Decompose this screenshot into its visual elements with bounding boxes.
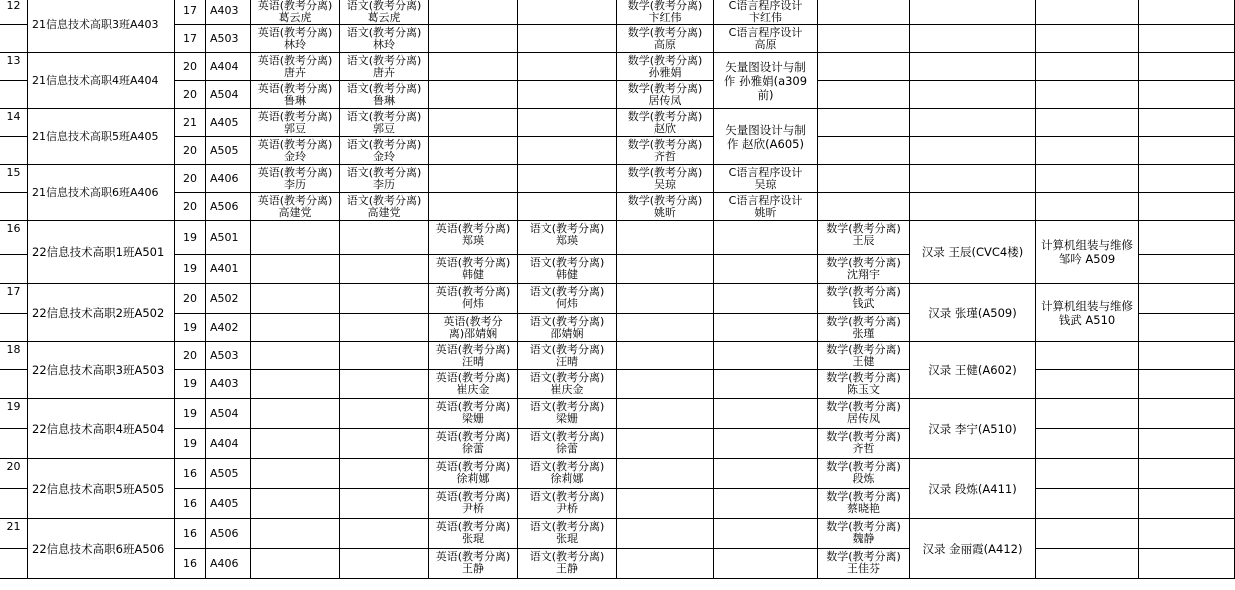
empty-cell	[617, 429, 714, 459]
class-name: 22信息技术高职1班A501	[28, 221, 175, 284]
math-cell: 数学(教考分离) 钱武	[818, 284, 910, 314]
empty-cell	[1036, 0, 1139, 25]
student-count: 20	[175, 81, 206, 109]
chinese-cell: 语文(教考分离) 徐蕾	[518, 429, 617, 459]
english-cell: 英语(教考分离) 何炜	[429, 284, 518, 314]
empty-cell	[1139, 342, 1235, 370]
empty-cell	[251, 519, 340, 549]
empty-cell	[1139, 314, 1235, 342]
class-name: 21信息技术高职6班A406	[28, 165, 175, 221]
student-count: 20	[175, 137, 206, 165]
room-cell: A505	[206, 137, 251, 165]
math-cell: 数学(教考分离) 魏静	[818, 519, 910, 549]
row-number: 12	[0, 0, 28, 25]
empty-cell	[1139, 221, 1235, 255]
chinese-cell: 语文(教考分离) 高建党	[340, 193, 429, 221]
chinese-entry-cell: 汉录 段炼(A411)	[910, 459, 1036, 519]
row-number: 20	[0, 459, 28, 489]
chinese-cell: 语文(教考分离) 尹桥	[518, 489, 617, 519]
english-cell: 英语(教考分离) 郭豆	[251, 109, 340, 137]
empty-cell	[340, 399, 429, 429]
chinese-cell: 语文(教考分离) 汪晴	[518, 342, 617, 370]
empty-cell	[1139, 165, 1235, 193]
empty-cell	[1139, 429, 1235, 459]
english-cell: 英语(教考分离) 张琨	[429, 519, 518, 549]
empty-cell	[910, 165, 1036, 193]
empty-cell	[1139, 81, 1235, 109]
empty-cell	[429, 165, 518, 193]
empty-cell	[340, 370, 429, 399]
english-cell: 英语(教考分离) 李历	[251, 165, 340, 193]
empty-cell	[818, 165, 910, 193]
empty-cell	[429, 53, 518, 81]
student-count: 20	[175, 342, 206, 370]
chinese-cell: 语文(教考分离) 梁姗	[518, 399, 617, 429]
empty-cell	[0, 489, 28, 519]
room-cell: A501	[206, 221, 251, 255]
empty-cell	[818, 193, 910, 221]
vector-design-cell: 矢量图设计与制 作 赵欣(A605)	[714, 109, 818, 165]
empty-cell	[1139, 549, 1235, 579]
empty-cell	[910, 53, 1036, 81]
empty-cell	[340, 459, 429, 489]
c-programming-cell: C语言程序设计 高原	[714, 25, 818, 53]
chinese-cell: 语文(教考分离) 林玲	[340, 25, 429, 53]
empty-cell	[910, 137, 1036, 165]
class-name: 21信息技术高职5班A405	[28, 109, 175, 165]
empty-cell	[1139, 255, 1235, 284]
math-cell: 数学(教考分离) 卞红伟	[617, 0, 714, 25]
english-cell: 英语(教考分离) 尹桥	[429, 489, 518, 519]
c-programming-cell: C语言程序设计 卞红伟	[714, 0, 818, 25]
class-name: 22信息技术高职4班A504	[28, 399, 175, 459]
empty-cell	[0, 370, 28, 399]
room-cell: A405	[206, 489, 251, 519]
english-cell: 英语(教考分离) 唐卉	[251, 53, 340, 81]
empty-cell	[1139, 25, 1235, 53]
row-number: 16	[0, 221, 28, 255]
empty-cell	[340, 314, 429, 342]
empty-cell	[1139, 519, 1235, 549]
math-cell: 数学(教考分离) 沈翔宇	[818, 255, 910, 284]
empty-cell	[0, 193, 28, 221]
row-number: 14	[0, 109, 28, 137]
empty-cell	[0, 25, 28, 53]
empty-cell	[1139, 399, 1235, 429]
empty-cell	[251, 284, 340, 314]
english-cell: 英语(教考分 离)邵婧娴	[429, 314, 518, 342]
student-count: 16	[175, 519, 206, 549]
class-name: 22信息技术高职2班A502	[28, 284, 175, 342]
class-name: 22信息技术高职5班A505	[28, 459, 175, 519]
empty-cell	[340, 255, 429, 284]
student-count: 19	[175, 399, 206, 429]
empty-cell	[1036, 25, 1139, 53]
english-cell: 英语(教考分离) 崔庆金	[429, 370, 518, 399]
english-cell: 英语(教考分离) 汪晴	[429, 342, 518, 370]
row-number: 17	[0, 284, 28, 314]
empty-cell	[714, 429, 818, 459]
empty-cell	[617, 314, 714, 342]
empty-cell	[518, 109, 617, 137]
empty-cell	[1036, 519, 1139, 549]
empty-cell	[251, 459, 340, 489]
empty-cell	[429, 25, 518, 53]
room-cell: A506	[206, 193, 251, 221]
empty-cell	[0, 81, 28, 109]
empty-cell	[818, 0, 910, 25]
chinese-cell: 语文(教考分离) 崔庆金	[518, 370, 617, 399]
empty-cell	[818, 25, 910, 53]
empty-cell	[617, 255, 714, 284]
empty-cell	[714, 255, 818, 284]
room-cell: A405	[206, 109, 251, 137]
student-count: 17	[175, 25, 206, 53]
empty-cell	[714, 221, 818, 255]
empty-cell	[429, 109, 518, 137]
class-name: 22信息技术高职6班A506	[28, 519, 175, 579]
room-cell: A502	[206, 284, 251, 314]
empty-cell	[714, 399, 818, 429]
empty-cell	[251, 342, 340, 370]
empty-cell	[251, 489, 340, 519]
empty-cell	[1036, 549, 1139, 579]
empty-cell	[910, 109, 1036, 137]
math-cell: 数学(教考分离) 蔡晓艳	[818, 489, 910, 519]
room-cell: A506	[206, 519, 251, 549]
chinese-cell: 语文(教考分离) 李历	[340, 165, 429, 193]
english-cell: 英语(教考分离) 梁姗	[429, 399, 518, 429]
room-cell: A503	[206, 342, 251, 370]
math-cell: 数学(教考分离) 张瑾	[818, 314, 910, 342]
chinese-cell: 语文(教考分离) 张琨	[518, 519, 617, 549]
empty-cell	[617, 489, 714, 519]
chinese-cell: 语文(教考分离) 郑瑛	[518, 221, 617, 255]
empty-cell	[1139, 137, 1235, 165]
row-number: 19	[0, 399, 28, 429]
empty-cell	[617, 284, 714, 314]
math-cell: 数学(教考分离) 王辰	[818, 221, 910, 255]
empty-cell	[714, 314, 818, 342]
student-count: 21	[175, 109, 206, 137]
chinese-cell: 语文(教考分离) 郭豆	[340, 109, 429, 137]
english-cell: 英语(教考分离) 徐莉娜	[429, 459, 518, 489]
row-number: 18	[0, 342, 28, 370]
empty-cell	[1036, 399, 1139, 429]
empty-cell	[714, 370, 818, 399]
chinese-cell: 语文(教考分离) 葛云虎	[340, 0, 429, 25]
chinese-entry-cell: 汉录 王健(A602)	[910, 342, 1036, 399]
empty-cell	[714, 342, 818, 370]
chinese-cell: 语文(教考分离) 徐莉娜	[518, 459, 617, 489]
empty-cell	[818, 81, 910, 109]
english-cell: 英语(教考分离) 王静	[429, 549, 518, 579]
empty-cell	[1036, 137, 1139, 165]
empty-cell	[1036, 53, 1139, 81]
empty-cell	[1036, 81, 1139, 109]
student-count: 19	[175, 255, 206, 284]
class-name: 21信息技术高职4班A404	[28, 53, 175, 109]
math-cell: 数学(教考分离) 齐哲	[617, 137, 714, 165]
empty-cell	[617, 519, 714, 549]
empty-cell	[518, 25, 617, 53]
empty-cell	[617, 459, 714, 489]
student-count: 19	[175, 221, 206, 255]
empty-cell	[518, 0, 617, 25]
student-count: 19	[175, 314, 206, 342]
empty-cell	[251, 549, 340, 579]
empty-cell	[1036, 459, 1139, 489]
chinese-cell: 语文(教考分离) 鲁琳	[340, 81, 429, 109]
empty-cell	[714, 284, 818, 314]
empty-cell	[910, 0, 1036, 25]
empty-cell	[617, 221, 714, 255]
chinese-entry-cell: 汉录 李宁(A510)	[910, 399, 1036, 459]
room-cell: A503	[206, 25, 251, 53]
english-cell: 英语(教考分离) 葛云虎	[251, 0, 340, 25]
computer-assembly-cell: 计算机组装与维修 钱武 A510	[1036, 284, 1139, 342]
empty-cell	[251, 221, 340, 255]
empty-cell	[518, 53, 617, 81]
empty-cell	[0, 314, 28, 342]
empty-cell	[1139, 0, 1235, 25]
empty-cell	[0, 429, 28, 459]
computer-assembly-cell: 计算机组装与维修 邹吟 A509	[1036, 221, 1139, 284]
room-cell: A403	[206, 370, 251, 399]
room-cell: A404	[206, 429, 251, 459]
chinese-cell: 语文(教考分离) 何炜	[518, 284, 617, 314]
empty-cell	[714, 489, 818, 519]
math-cell: 数学(教考分离) 孙雅娟	[617, 53, 714, 81]
room-cell: A401	[206, 255, 251, 284]
empty-cell	[340, 429, 429, 459]
c-programming-cell: C语言程序设计 姚昕	[714, 193, 818, 221]
empty-cell	[1139, 53, 1235, 81]
math-cell: 数学(教考分离) 王佳芬	[818, 549, 910, 579]
empty-cell	[818, 53, 910, 81]
empty-cell	[617, 370, 714, 399]
empty-cell	[518, 81, 617, 109]
empty-cell	[1036, 489, 1139, 519]
empty-cell	[1036, 193, 1139, 221]
empty-cell	[1139, 284, 1235, 314]
room-cell: A403	[206, 0, 251, 25]
room-cell: A406	[206, 549, 251, 579]
empty-cell	[1036, 109, 1139, 137]
empty-cell	[429, 0, 518, 25]
empty-cell	[617, 399, 714, 429]
empty-cell	[0, 137, 28, 165]
empty-cell	[1139, 459, 1235, 489]
empty-cell	[1036, 165, 1139, 193]
empty-cell	[1036, 342, 1139, 370]
english-cell: 英语(教考分离) 郑瑛	[429, 221, 518, 255]
empty-cell	[429, 193, 518, 221]
chinese-cell: 语文(教考分离) 邵婧娴	[518, 314, 617, 342]
english-cell: 英语(教考分离) 高建党	[251, 193, 340, 221]
student-count: 17	[175, 0, 206, 25]
room-cell: A404	[206, 53, 251, 81]
chinese-cell: 语文(教考分离) 金玲	[340, 137, 429, 165]
empty-cell	[910, 81, 1036, 109]
empty-cell	[251, 399, 340, 429]
math-cell: 数学(教考分离) 吴琼	[617, 165, 714, 193]
chinese-entry-cell: 汉录 王辰(CVC4楼)	[910, 221, 1036, 284]
empty-cell	[251, 370, 340, 399]
empty-cell	[1139, 109, 1235, 137]
empty-cell	[340, 284, 429, 314]
room-cell: A504	[206, 81, 251, 109]
row-number: 21	[0, 519, 28, 549]
student-count: 16	[175, 489, 206, 519]
english-cell: 英语(教考分离) 金玲	[251, 137, 340, 165]
empty-cell	[1139, 489, 1235, 519]
student-count: 20	[175, 165, 206, 193]
math-cell: 数学(教考分离) 段炼	[818, 459, 910, 489]
empty-cell	[251, 429, 340, 459]
math-cell: 数学(教考分离) 王健	[818, 342, 910, 370]
empty-cell	[910, 193, 1036, 221]
empty-cell	[714, 459, 818, 489]
empty-cell	[1036, 370, 1139, 399]
english-cell: 英语(教考分离) 林玲	[251, 25, 340, 53]
empty-cell	[617, 342, 714, 370]
chinese-cell: 语文(教考分离) 王静	[518, 549, 617, 579]
math-cell: 数学(教考分离) 姚昕	[617, 193, 714, 221]
student-count: 16	[175, 459, 206, 489]
empty-cell	[518, 165, 617, 193]
empty-cell	[714, 549, 818, 579]
empty-cell	[0, 255, 28, 284]
row-number: 15	[0, 165, 28, 193]
chinese-entry-cell: 汉录 张瑾(A509)	[910, 284, 1036, 342]
empty-cell	[518, 137, 617, 165]
empty-cell	[251, 314, 340, 342]
empty-cell	[340, 342, 429, 370]
class-name: 21信息技术高职3班A403	[28, 0, 175, 53]
math-cell: 数学(教考分离) 居传凤	[617, 81, 714, 109]
empty-cell	[340, 221, 429, 255]
empty-cell	[429, 81, 518, 109]
empty-cell	[340, 549, 429, 579]
math-cell: 数学(教考分离) 陈玉文	[818, 370, 910, 399]
empty-cell	[714, 519, 818, 549]
student-count: 20	[175, 284, 206, 314]
empty-cell	[1139, 370, 1235, 399]
empty-cell	[910, 25, 1036, 53]
empty-cell	[1139, 193, 1235, 221]
empty-cell	[617, 549, 714, 579]
math-cell: 数学(教考分离) 赵欣	[617, 109, 714, 137]
empty-cell	[518, 193, 617, 221]
math-cell: 数学(教考分离) 高原	[617, 25, 714, 53]
english-cell: 英语(教考分离) 鲁琳	[251, 81, 340, 109]
c-programming-cell: C语言程序设计 吴琼	[714, 165, 818, 193]
chinese-entry-cell: 汉录 金丽霞(A412)	[910, 519, 1036, 579]
empty-cell	[429, 137, 518, 165]
room-cell: A406	[206, 165, 251, 193]
room-cell: A505	[206, 459, 251, 489]
math-cell: 数学(教考分离) 齐哲	[818, 429, 910, 459]
row-number: 13	[0, 53, 28, 81]
empty-cell	[818, 109, 910, 137]
empty-cell	[340, 519, 429, 549]
chinese-cell: 语文(教考分离) 唐卉	[340, 53, 429, 81]
empty-cell	[0, 549, 28, 579]
vector-design-cell: 矢量图设计与制 作 孙雅娟(a309 前)	[714, 53, 818, 109]
english-cell: 英语(教考分离) 徐蕾	[429, 429, 518, 459]
class-name: 22信息技术高职3班A503	[28, 342, 175, 399]
empty-cell	[251, 255, 340, 284]
student-count: 19	[175, 370, 206, 399]
student-count: 20	[175, 193, 206, 221]
room-cell: A402	[206, 314, 251, 342]
student-count: 16	[175, 549, 206, 579]
room-cell: A504	[206, 399, 251, 429]
math-cell: 数学(教考分离) 居传凤	[818, 399, 910, 429]
chinese-cell: 语文(教考分离) 韩健	[518, 255, 617, 284]
student-count: 20	[175, 53, 206, 81]
student-count: 19	[175, 429, 206, 459]
empty-cell	[818, 137, 910, 165]
english-cell: 英语(教考分离) 韩健	[429, 255, 518, 284]
empty-cell	[1036, 429, 1139, 459]
empty-cell	[340, 489, 429, 519]
